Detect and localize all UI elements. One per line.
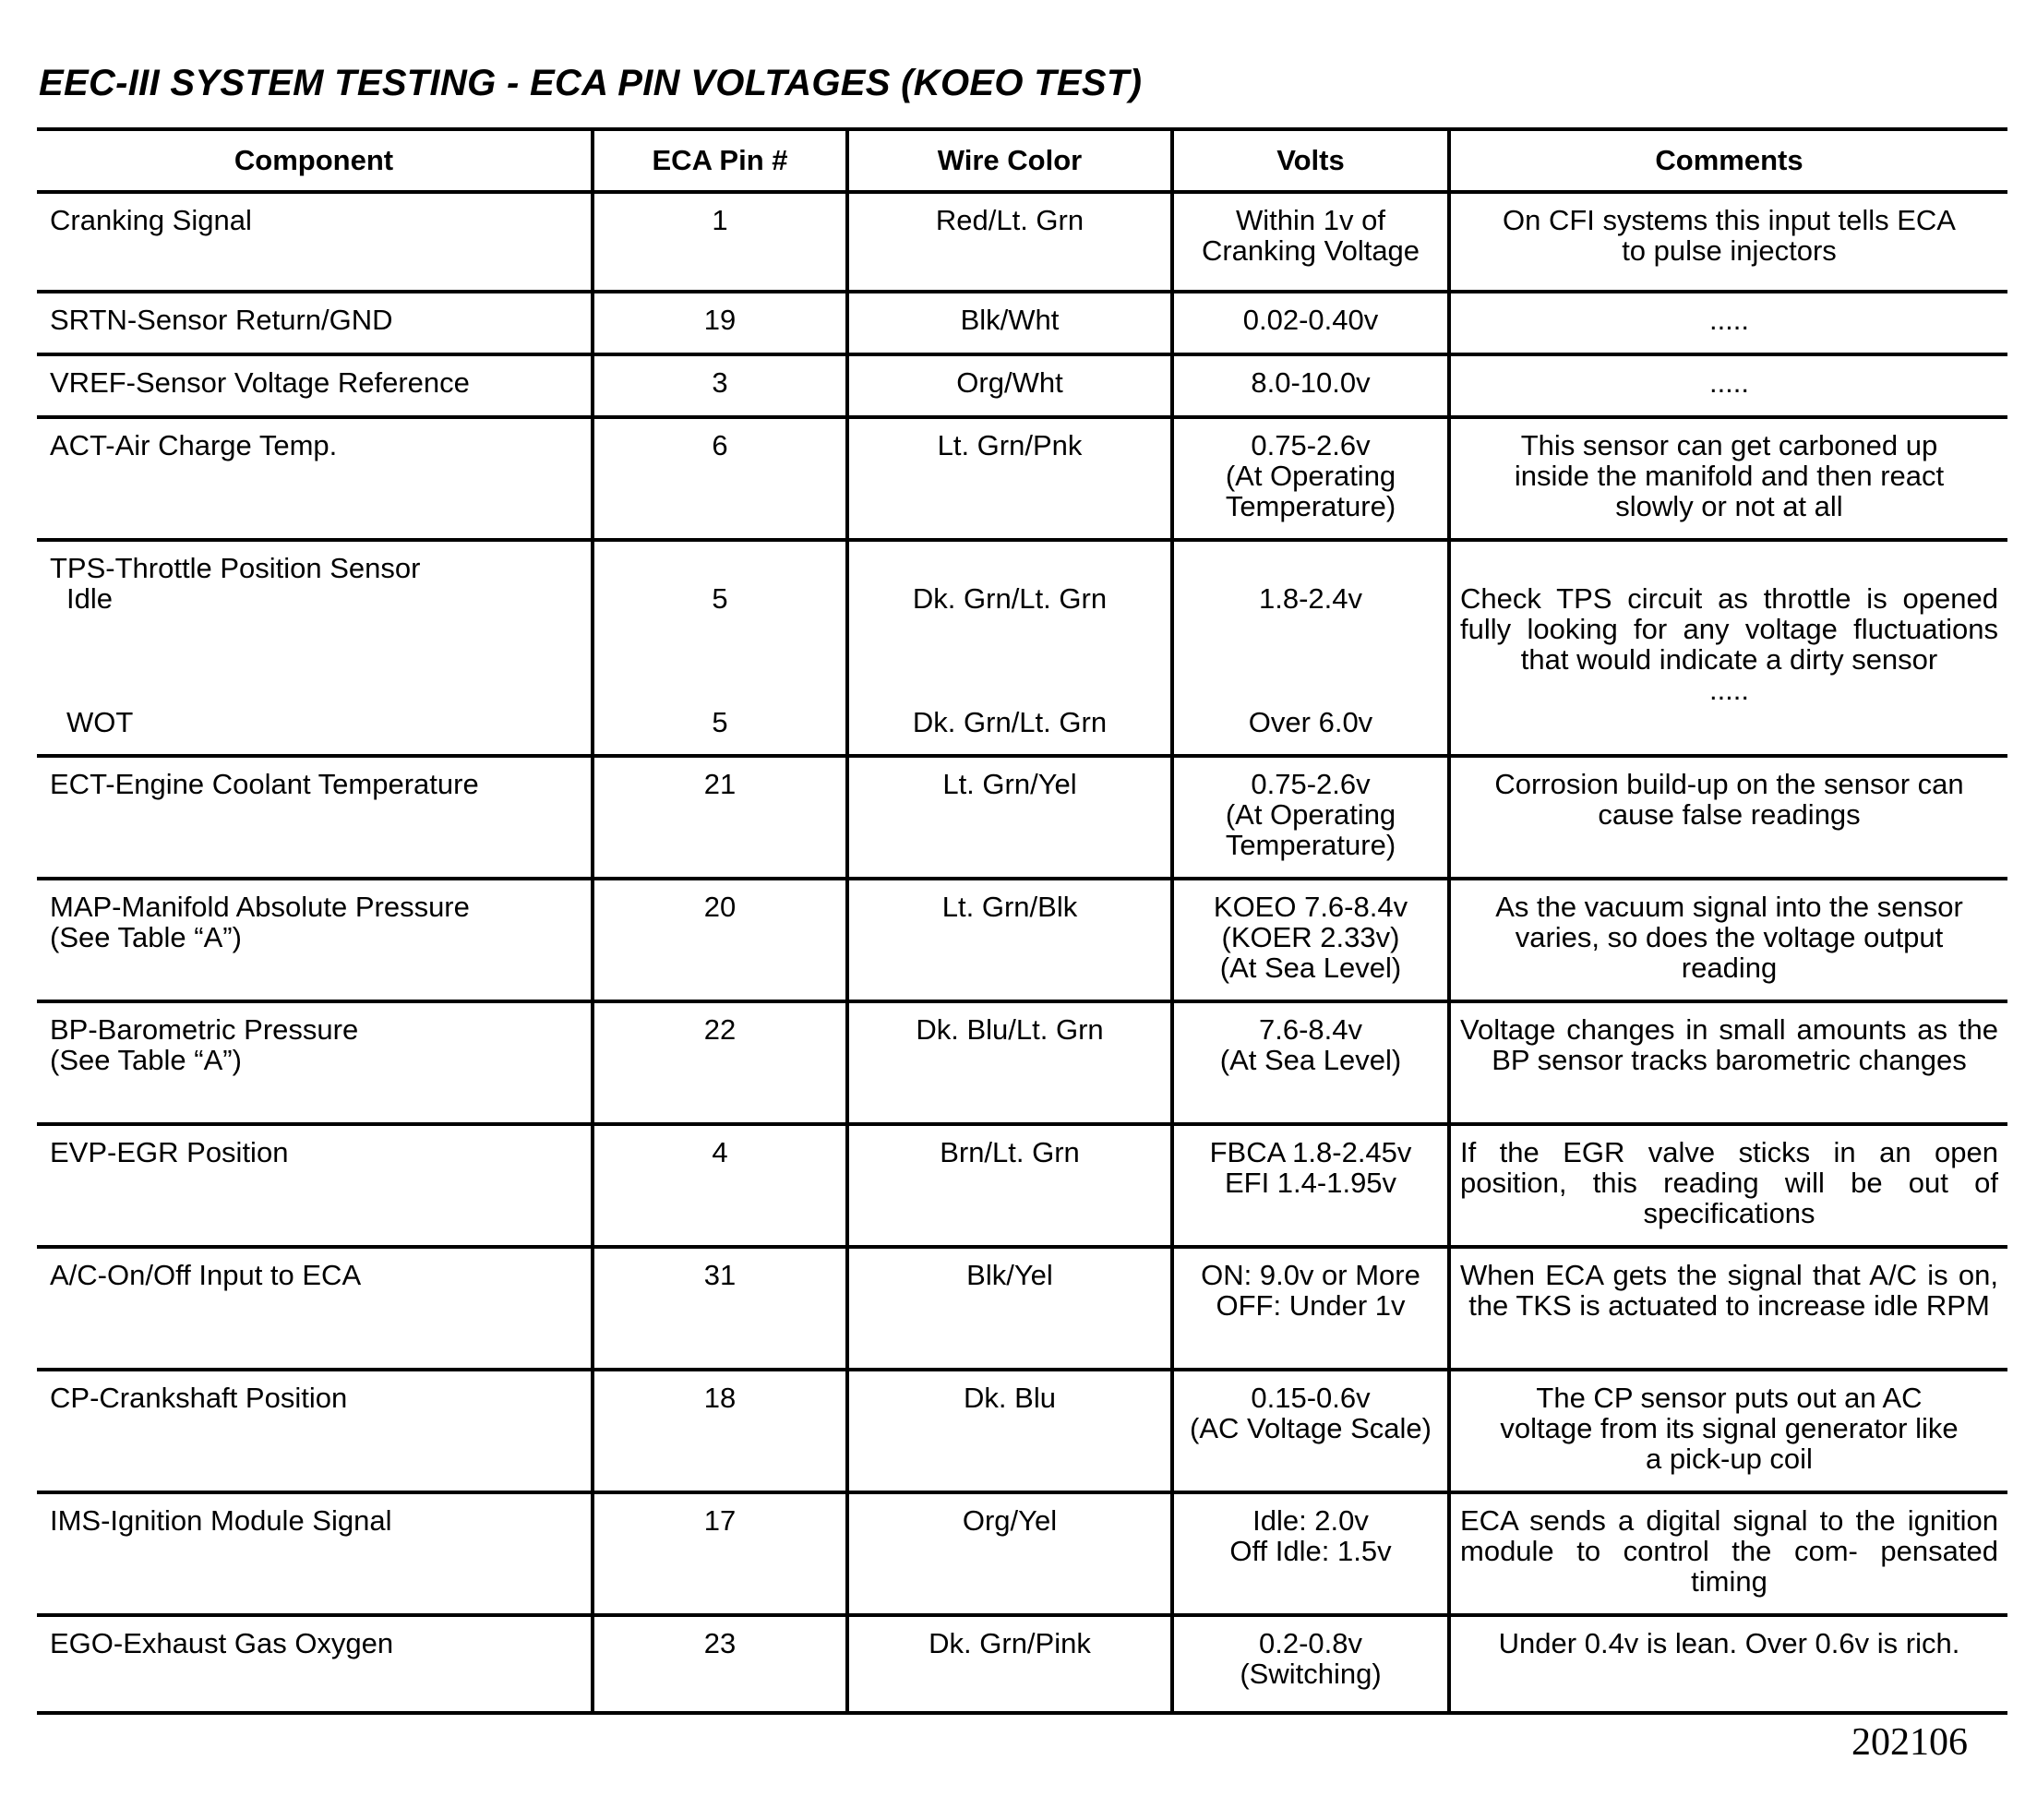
table-row <box>37 292 2007 354</box>
pin-cell: 17 <box>593 1492 847 1615</box>
component-name: A/C-On/Off Input to ECA <box>50 1259 362 1291</box>
comment-line: voltage from its signal generator like <box>1500 1412 1959 1444</box>
pin-wot: 5 <box>712 706 728 738</box>
volts-cell <box>1172 1492 1449 1615</box>
volts-line: 0.15-0.6v <box>1251 1382 1371 1414</box>
pin-cell: 31 <box>593 1247 847 1370</box>
comment-line: ..... <box>1708 304 1750 336</box>
component-sub-wot: WOT <box>66 706 134 738</box>
volts-cell <box>1172 1247 1449 1370</box>
volts-cell <box>1172 540 1449 756</box>
component-sub-idle: Idle <box>66 582 113 615</box>
volts-cell <box>1172 756 1449 879</box>
table-row <box>37 1124 2007 1247</box>
volts-cell <box>1172 354 1449 417</box>
eca-pin-voltages-table <box>37 127 2007 1715</box>
wire-cell: Dk. Grn/Pink <box>847 1615 1172 1713</box>
volts-line: 7.6-8.4v <box>1258 1013 1362 1046</box>
figure-number: 202106 <box>1851 1721 1968 1764</box>
volts-cell <box>1172 417 1449 540</box>
volts-cell <box>1172 1001 1449 1124</box>
component-cell <box>37 1001 593 1124</box>
col-header-comments: Comments <box>1449 129 2007 192</box>
wire-cell: Dk. Blu/Lt. Grn <box>847 1001 1172 1124</box>
col-header-pin: ECA Pin # <box>593 129 847 192</box>
wire-cell: Brn/Lt. Grn <box>847 1124 1172 1247</box>
page-title: EEC-III SYSTEM TESTING - ECA PIN VOLTAGES (KOEO TEST) <box>39 63 1143 103</box>
comments-cell: If the EGR valve sticks in an open position, this reading will be out of specifications <box>1449 1124 2007 1247</box>
component-name: VREF-Sensor Voltage Reference <box>50 366 470 399</box>
comments-cell <box>1449 1370 2007 1492</box>
volts-line: Within 1v of <box>1236 204 1385 236</box>
col-header-volts: Volts <box>1172 129 1449 192</box>
wire-wot: Dk. Grn/Lt. Grn <box>912 706 1108 738</box>
comment-line: The CP sensor puts out an AC <box>1536 1382 1923 1414</box>
pin-cell: 23 <box>593 1615 847 1713</box>
pin-cell: 22 <box>593 1001 847 1124</box>
comments-cell <box>1449 292 2007 354</box>
component-cell <box>37 1370 593 1492</box>
volts-line: Cranking Voltage <box>1201 234 1420 267</box>
wire-cell: Dk. Blu <box>847 1370 1172 1492</box>
comment-line: Corrosion build-up on the sensor can <box>1494 768 1964 800</box>
volts-line: (At Sea Level) <box>1219 952 1402 984</box>
component-name: ECT-Engine Coolant Temperature <box>50 768 479 800</box>
comment-line: On CFI systems this input tells ECA <box>1503 204 1956 236</box>
volts-line: KOEO 7.6-8.4v <box>1213 891 1408 923</box>
volts-line: EFI 1.4-1.95v <box>1224 1167 1397 1199</box>
comment-line: a pick-up coil <box>1646 1443 1813 1475</box>
component-name: BP-Barometric Pressure <box>50 1013 359 1046</box>
pin-cell: 6 <box>593 417 847 540</box>
component-name: MAP-Manifold Absolute Pressure <box>50 891 470 923</box>
comment-line: inside the manifold and then react <box>1514 460 1945 492</box>
col-header-component: Component <box>37 129 593 192</box>
table-row <box>37 879 2007 1001</box>
wire-idle: Dk. Grn/Lt. Grn <box>912 582 1108 615</box>
component-cell <box>37 417 593 540</box>
wire-cell: Blk/Wht <box>847 292 1172 354</box>
comments-cell <box>1449 417 2007 540</box>
component-cell <box>37 354 593 417</box>
component-note: (See Table “A”) <box>50 1044 242 1076</box>
volts-line: 0.2-0.8v <box>1258 1627 1362 1659</box>
comments-cell: ECA sends a digital signal to the ignition module to control the com- pensated timing <box>1449 1492 2007 1615</box>
volts-cell <box>1172 1124 1449 1247</box>
component-cell <box>37 1247 593 1370</box>
comment-line: reading <box>1681 952 1778 984</box>
component-name: TPS-Throttle Position Sensor <box>50 552 421 584</box>
component-name: IMS-Ignition Module Signal <box>50 1504 392 1537</box>
component-cell <box>37 192 593 292</box>
volts-cell <box>1172 1615 1449 1713</box>
volts-cell <box>1172 292 1449 354</box>
pin-cell: 21 <box>593 756 847 879</box>
component-name: CP-Crankshaft Position <box>50 1382 348 1414</box>
component-cell <box>37 756 593 879</box>
table-row <box>37 540 2007 756</box>
volts-line: (KOER 2.33v) <box>1221 921 1400 953</box>
table-row <box>37 756 2007 879</box>
volts-line: (At Operating <box>1225 798 1396 831</box>
pin-cell: 20 <box>593 879 847 1001</box>
volts-idle: 1.8-2.4v <box>1258 582 1362 615</box>
wire-cell: Red/Lt. Grn <box>847 192 1172 292</box>
component-cell <box>37 540 593 756</box>
table-row <box>37 1001 2007 1124</box>
pin-cell: 4 <box>593 1124 847 1247</box>
component-name: SRTN-Sensor Return/GND <box>50 304 393 336</box>
component-name: ACT-Air Charge Temp. <box>50 429 338 461</box>
volts-line: Temperature) <box>1225 829 1396 861</box>
wire-cell: Org/Wht <box>847 354 1172 417</box>
pin-cell: 18 <box>593 1370 847 1492</box>
volts-line: OFF: Under 1v <box>1216 1289 1406 1322</box>
volts-line: FBCA 1.8-2.45v <box>1209 1136 1412 1168</box>
comments-cell <box>1449 354 2007 417</box>
wire-cell: Org/Yel <box>847 1492 1172 1615</box>
comments-cell <box>1449 192 2007 292</box>
volts-line: 8.0-10.0v <box>1251 366 1371 399</box>
table-row <box>37 1370 2007 1492</box>
comments-cell <box>1449 756 2007 879</box>
volts-cell <box>1172 192 1449 292</box>
pin-cell: 19 <box>593 292 847 354</box>
volts-line: (AC Voltage Scale) <box>1190 1412 1432 1444</box>
component-cell <box>37 1615 593 1713</box>
comment-line: to pulse injectors <box>1622 234 1837 267</box>
wire-cell: Lt. Grn/Pnk <box>847 417 1172 540</box>
comment-line: Under 0.4v is lean. Over 0.6v is rich. <box>1498 1627 1960 1659</box>
wire-cell: Blk/Yel <box>847 1247 1172 1370</box>
comment-text: Check TPS circuit as throttle is opened fully looking for any voltage fluctuations that would indicate a dirty sensor <box>1460 582 1998 676</box>
wire-cell: Lt. Grn/Yel <box>847 756 1172 879</box>
wire-cell: Lt. Grn/Blk <box>847 879 1172 1001</box>
pin-idle: 5 <box>712 582 728 615</box>
volts-line: (At Operating <box>1225 460 1396 492</box>
component-cell <box>37 292 593 354</box>
volts-line: Off Idle: 1.5v <box>1229 1535 1392 1567</box>
comment-wot: ..... <box>1708 674 1750 706</box>
component-cell <box>37 1124 593 1247</box>
table-row <box>37 1615 2007 1713</box>
pin-cell: 3 <box>593 354 847 417</box>
volts-line: 0.75-2.6v <box>1251 768 1371 800</box>
comment-line: slowly or not at all <box>1615 490 1843 522</box>
component-name: Cranking Signal <box>50 204 252 236</box>
header-row <box>37 129 2007 192</box>
component-cell <box>37 879 593 1001</box>
component-note: (See Table “A”) <box>50 921 242 953</box>
table-row <box>37 354 2007 417</box>
volts-line: 0.02-0.40v <box>1242 304 1379 336</box>
volts-cell <box>1172 879 1449 1001</box>
volts-line: ON: 9.0v or More <box>1201 1259 1420 1291</box>
pin-cell <box>593 540 847 756</box>
volts-line: Idle: 2.0v <box>1252 1504 1369 1537</box>
volts-line: 0.75-2.6v <box>1251 429 1371 461</box>
comment-line: varies, so does the voltage output <box>1515 921 1944 953</box>
comments-cell <box>1449 879 2007 1001</box>
comments-cell: When ECA gets the signal that A/C is on, the TKS is actuated to increase idle RPM <box>1449 1247 2007 1370</box>
comments-cell: Voltage changes in small amounts as the BP sensor tracks barometric changes <box>1449 1001 2007 1124</box>
table-row <box>37 1247 2007 1370</box>
comment-line: ..... <box>1708 366 1750 399</box>
comments-cell <box>1449 1615 2007 1713</box>
volts-line: (Switching) <box>1240 1658 1382 1690</box>
pin-cell: 1 <box>593 192 847 292</box>
comment-line: cause false readings <box>1598 798 1861 831</box>
table-row <box>37 192 2007 292</box>
volts-line: Temperature) <box>1225 490 1396 522</box>
wire-cell <box>847 540 1172 756</box>
volts-cell <box>1172 1370 1449 1492</box>
component-cell <box>37 1492 593 1615</box>
table-row <box>37 1492 2007 1615</box>
volts-wot: Over 6.0v <box>1248 706 1373 738</box>
component-name: EGO-Exhaust Gas Oxygen <box>50 1627 394 1659</box>
comment-line: As the vacuum signal into the sensor <box>1495 891 1963 923</box>
comment-line: This sensor can get carboned up <box>1520 429 1938 461</box>
table-row <box>37 417 2007 540</box>
col-header-wire-color: Wire Color <box>847 129 1172 192</box>
comments-cell <box>1449 540 2007 756</box>
component-name: EVP-EGR Position <box>50 1136 289 1168</box>
volts-line: (At Sea Level) <box>1219 1044 1402 1076</box>
